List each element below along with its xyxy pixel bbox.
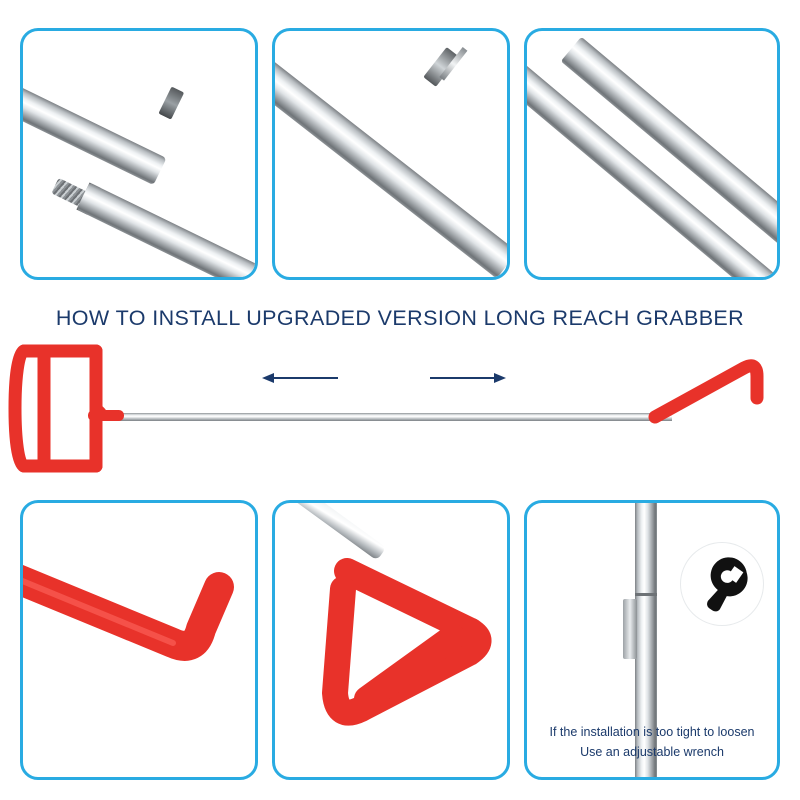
grabber-illustration: [0, 326, 800, 496]
rod-section-lower: [76, 183, 258, 280]
rod-joint-seam: [635, 593, 657, 596]
grabber-hook: [655, 366, 757, 417]
panel-hook-closeup: [20, 500, 258, 780]
handle-ferrule: [88, 410, 124, 421]
wrench-badge: [681, 543, 763, 625]
handle-shaft: [275, 503, 386, 561]
panel-install-tip: [524, 500, 780, 780]
panel-handle-closeup: [272, 500, 510, 780]
rod-highlight-tab: [623, 599, 637, 659]
tip-line-2: Use an adjustable wrench: [580, 745, 724, 759]
panel-rod-separated: [20, 28, 258, 280]
grabber-shaft: [92, 413, 672, 421]
rod-assembled: [272, 49, 510, 279]
dimension-arrow-right: [494, 373, 506, 383]
handle-closeup-graphic: [275, 503, 507, 777]
tip-line-1: If the installation is too tight to loosen: [549, 725, 755, 739]
rod-section-upper: [20, 85, 167, 186]
rod-tube-first: [524, 41, 780, 280]
wrench-icon: [693, 555, 751, 613]
dimension-arrow-left: [262, 373, 274, 383]
rod-socket-end: [158, 87, 184, 120]
panel-rod-closeup: [524, 28, 780, 280]
handle-triangle: [335, 571, 479, 713]
grabber-t-handle: [15, 351, 100, 466]
panel-rod-joined: [272, 28, 510, 280]
headline-title: HOW TO INSTALL UPGRADED VERSION LONG REACH GRABBER: [55, 306, 745, 330]
hook-closeup-graphic: [23, 503, 255, 777]
